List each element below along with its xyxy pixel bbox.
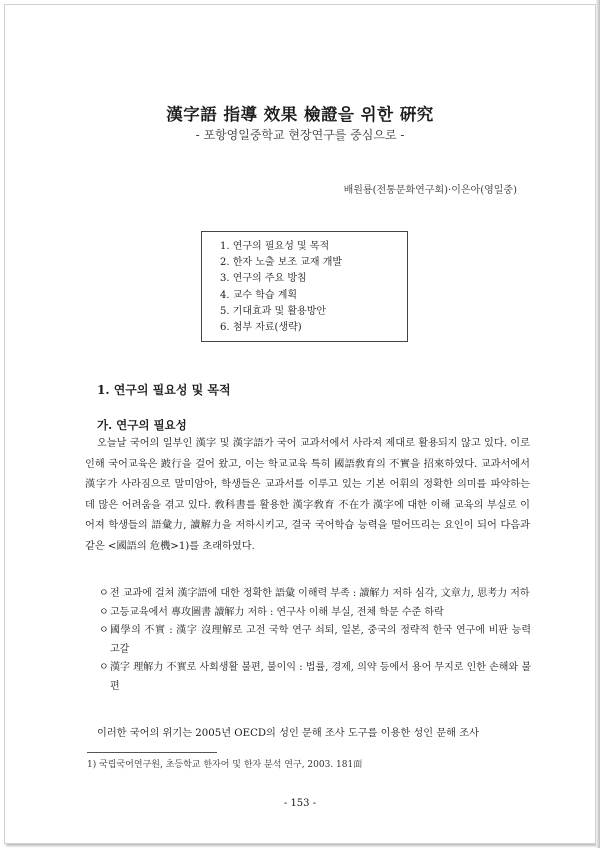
- scrollbar-edge: [596, 0, 600, 848]
- bullet-text: 전 교과에 걸쳐 漢字語에 대한 정확한 語彙 이해력 부족 : 讀解力 저하 심각, 文章力, 思考力 저하: [110, 588, 530, 599]
- footnote-divider: [87, 752, 217, 753]
- toc-item: 3. 연구의 주요 방침: [220, 273, 307, 285]
- authors-line: 배원룡(전통문화연구회)·이은아(영일중): [343, 185, 517, 196]
- bullet-item: [99, 585, 531, 604]
- bullet-text: 漢字 理解力 不實로 사회생활 불편, 불이익 : 법률, 경제, 의약 등에서 용어 무지로 인한 손해와 불편: [110, 662, 531, 692]
- bullet-mark: ㅇ: [99, 662, 109, 673]
- bullet-item: [99, 622, 531, 659]
- footnote: 1) 국립국어연구원, 초등학교 한자어 및 한자 분석 연구, 2003. 181面: [87, 760, 363, 770]
- bullet-mark: ㅇ: [99, 588, 109, 599]
- body-paragraph: 오늘날 국어의 일부인 漢字 및 漢字語가 국어 교과서에서 사라져 제대로 활용되지 않고 있다. 이로 인해 국어교육은 跛行을 걸어 왔고, 이는 학교교육 특히 國語敎育의 不實을 招來하였다. 교과서에서 漢字가 사라짐으로 말미암아, 학생들은 교과서를 이루고 있는 기본 어휘의 정확한 의미를 파악하는 데 많은 어려움을 겪고 있다. 敎科書를 활용한 漢字敎育 不在가 漢字에 대한 이해 교육의 부실로 이어져 학생들의 語彙力, 讀解力을 저하시키고, 결국 국어학습 능력을 떨어뜨리는 요인이 되어 다음과 같은 <國語의 危機>1)를 초래하였다.: [85, 438, 530, 552]
- bullet-item: [99, 604, 531, 623]
- bullet-item: [99, 659, 531, 696]
- section-heading: 1. 연구의 필요성 및 목적: [97, 383, 231, 397]
- body-paragraph: 이러한 국어의 위기는 2005년 OECD의 성인 문해 조사 도구를 이용한 성인 문해 조사: [97, 728, 479, 739]
- toc-item: 1. 연구의 필요성 및 목적: [220, 241, 330, 252]
- bullet-mark: ㅇ: [99, 625, 109, 636]
- subsection-heading: 가. 연구의 필요성: [97, 418, 187, 432]
- toc-item: 6. 첨부 자료(생략): [220, 322, 302, 334]
- toc-item: 5. 기대효과 및 활용방안: [220, 305, 327, 317]
- toc-item: 2. 한자 노출 보조 교재 개발: [220, 257, 343, 269]
- table-of-contents-box: [201, 231, 408, 342]
- document-page: [4, 4, 596, 844]
- toc-item: 4. 교수 학습 계획: [220, 289, 298, 301]
- bullet-list: [99, 585, 531, 696]
- bullet-text: 國學의 不實 : 漢字 沒理解로 고전 국학 연구 쇠퇴, 일본, 중국의 정략적 한국 연구에 비판 능력 고갈: [110, 625, 531, 655]
- bullet-text: 고등교육에서 專攻圖書 讀解力 저하 : 연구사 이해 부실, 전체 학문 수준 하락: [110, 606, 444, 618]
- page-number: - 153 -: [283, 798, 317, 809]
- paper-title: 漢字語 指導 效果 檢證을 위한 硏究: [166, 105, 434, 124]
- bullet-mark: ㅇ: [99, 606, 109, 618]
- paper-subtitle: - 포항영일중학교 현장연구를 중심으로 -: [195, 128, 405, 142]
